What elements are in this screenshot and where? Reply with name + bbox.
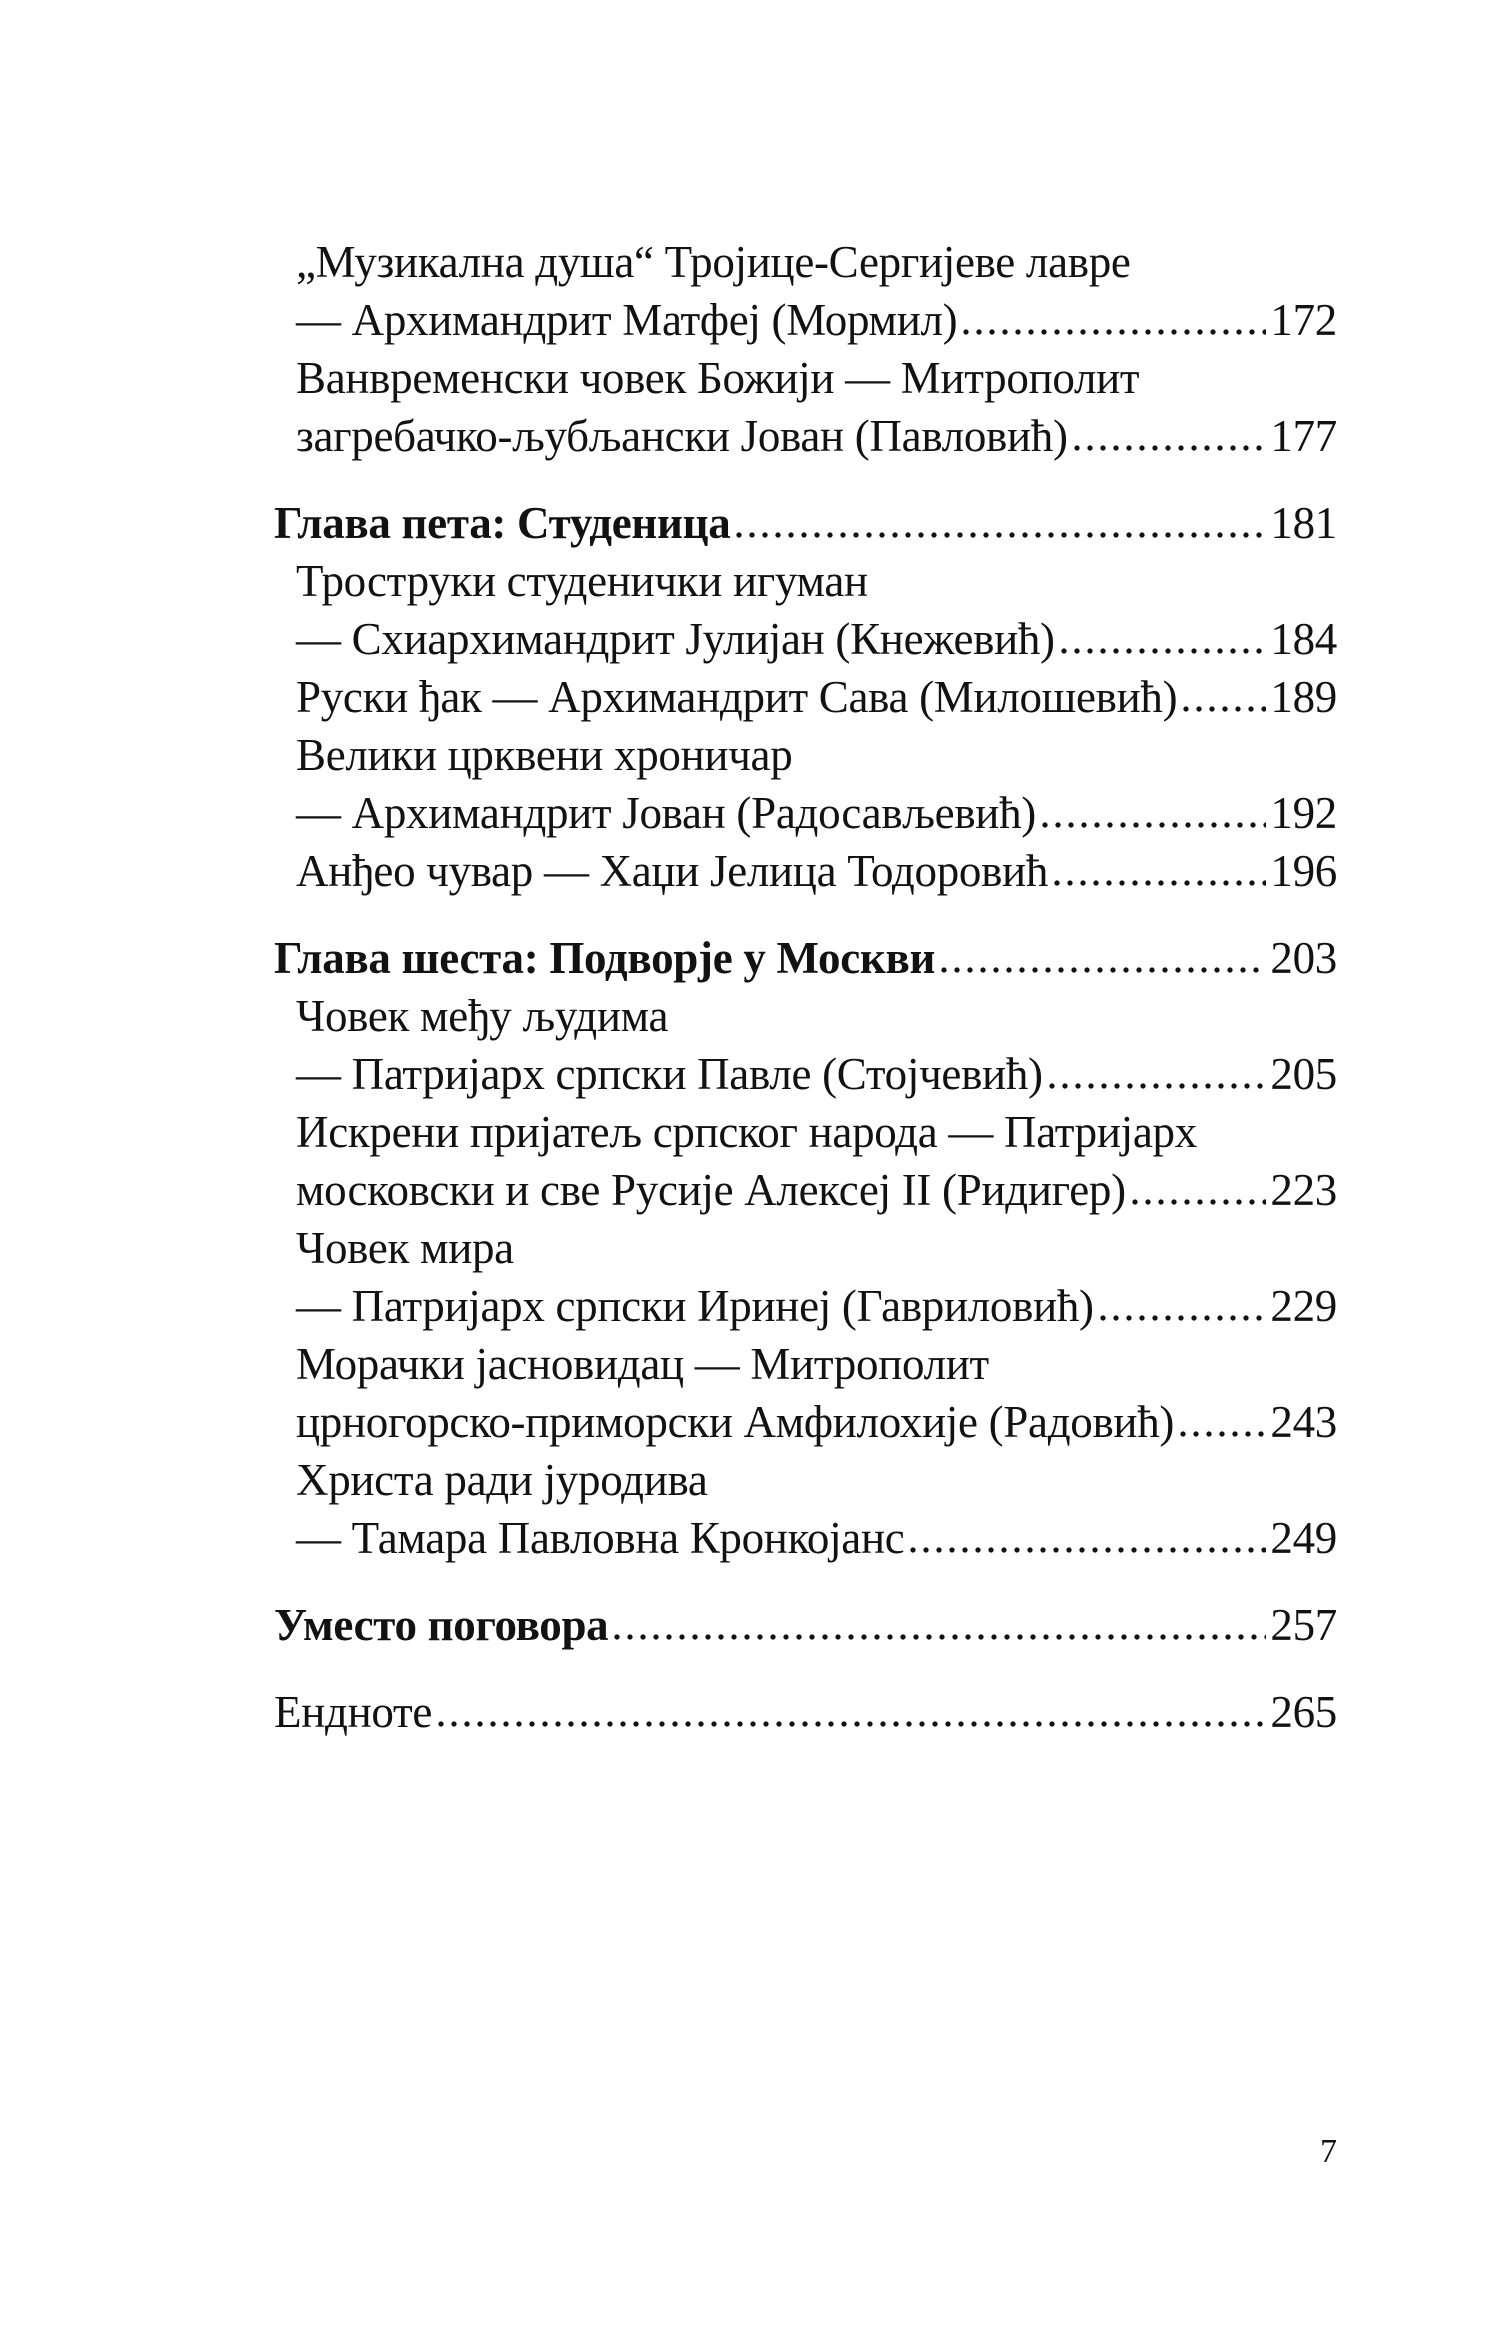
toc-page-ref: 223 <box>1270 1165 1337 1215</box>
toc-line-text: Искрени пријатељ српског народа — Патријарх <box>296 1107 1197 1157</box>
leader-dots-icon <box>1100 1315 1267 1321</box>
toc-page-ref: 249 <box>1270 1513 1337 1563</box>
toc-line-text: Човек међу људима <box>296 991 669 1041</box>
leader-dots-icon <box>614 1634 1266 1640</box>
toc-line-text: Анђео чувар — Хаџи Јелица Тодоровић <box>296 846 1049 896</box>
toc-page-ref: 243 <box>1270 1397 1337 1447</box>
toc-line-text: — Архимандрит Матфеј (Мормил) <box>296 295 958 345</box>
toc-page-ref: 189 <box>1270 672 1337 722</box>
toc-line <box>274 1596 1337 1654</box>
toc-line <box>274 610 1337 668</box>
toc-line <box>274 349 1337 407</box>
toc-line-text: Глава пета: Студеница <box>274 498 731 548</box>
toc-line <box>274 407 1337 465</box>
toc-page-ref: 229 <box>1270 1281 1337 1331</box>
toc-line <box>274 1277 1337 1335</box>
toc-page-ref: 192 <box>1270 788 1337 838</box>
toc-page-ref: 172 <box>1270 295 1337 345</box>
leader-dots-icon <box>1061 648 1267 654</box>
toc-line-text: „Музикална душа“ Тројице-Сергијеве лавре <box>296 237 1131 287</box>
toc-line-text: црногорско-приморски Амфилохије (Радовић) <box>296 1397 1175 1447</box>
toc-line-text: — Архимандрит Јован (Радосављевић) <box>296 788 1036 838</box>
toc-line <box>274 726 1337 784</box>
toc-line <box>274 1683 1337 1741</box>
toc-line <box>274 929 1337 987</box>
toc-line-text: Троструки студенички игуман <box>296 556 868 606</box>
toc-page-ref: 257 <box>1270 1600 1337 1650</box>
toc-line <box>274 987 1337 1045</box>
toc-line-text: Ендноте <box>274 1687 432 1737</box>
toc-line-text: — Схиархимандрит Јулијан (Кнежевић) <box>296 614 1055 664</box>
toc-line-text: Морачки јасновидац — Митрополит <box>296 1339 989 1389</box>
toc-line-text: Глава шеста: Подворје у Москви <box>274 933 936 983</box>
leader-dots-icon <box>963 329 1266 335</box>
toc-line <box>274 233 1337 291</box>
toc-line <box>274 1219 1337 1277</box>
toc-line-text: — Патријарх српски Иринеј (Гавриловић) <box>296 1281 1094 1331</box>
toc-line <box>274 494 1337 552</box>
toc-line <box>274 1335 1337 1393</box>
toc-line-text: Руски ђак — Архимандрит Сава (Милошевић) <box>296 672 1178 722</box>
toc-line-text: — Патријарх српски Павле (Стојчевић) <box>296 1049 1043 1099</box>
toc-page-ref: 203 <box>1270 933 1337 983</box>
toc-line <box>274 552 1337 610</box>
leader-dots-icon <box>910 1547 1266 1553</box>
toc-page-ref: 177 <box>1270 411 1337 461</box>
toc-page-ref: 181 <box>1270 498 1337 548</box>
toc-page-ref: 184 <box>1270 614 1337 664</box>
leader-dots-icon <box>1042 822 1266 828</box>
toc-line <box>274 291 1337 349</box>
toc-list <box>274 233 1337 1741</box>
toc-line <box>274 1103 1337 1161</box>
leader-dots-icon <box>941 967 1266 973</box>
leader-dots-icon <box>736 532 1266 538</box>
toc-line <box>274 1393 1337 1451</box>
toc-line-text: загребачко-љубљански Јован (Павловић) <box>296 411 1068 461</box>
leader-dots-icon <box>1074 445 1267 451</box>
page-number: 7 <box>1320 2133 1337 2170</box>
toc-line-text: — Тамара Павловна Кронкојанс <box>296 1513 905 1563</box>
toc-line-text: Велики црквени хроничар <box>296 730 793 780</box>
toc-line <box>274 784 1337 842</box>
toc-line <box>274 1045 1337 1103</box>
toc-line-text: Ванвременски човек Божији — Митрополит <box>296 353 1140 403</box>
leader-dots-icon <box>1180 1431 1266 1437</box>
toc-line-text: Уместо поговора <box>274 1600 609 1650</box>
leader-dots-icon <box>1049 1083 1267 1089</box>
toc-line <box>274 1161 1337 1219</box>
toc-line <box>274 842 1337 900</box>
leader-dots-icon <box>1132 1199 1267 1205</box>
leader-dots-icon <box>1054 880 1266 886</box>
toc-line <box>274 1451 1337 1509</box>
leader-dots-icon <box>1183 706 1266 712</box>
toc-line-text: Човек мира <box>296 1223 514 1273</box>
leader-dots-icon <box>438 1721 1266 1727</box>
toc-page-ref: 205 <box>1270 1049 1337 1099</box>
toc-page-ref: 196 <box>1270 846 1337 896</box>
toc-line <box>274 668 1337 726</box>
toc-line <box>274 1509 1337 1567</box>
toc-line-text: московски и све Русије Алексеј II (Ридигер) <box>296 1165 1126 1215</box>
toc-line-text: Христа ради јуродива <box>296 1455 708 1505</box>
toc-page-ref: 265 <box>1270 1687 1337 1737</box>
